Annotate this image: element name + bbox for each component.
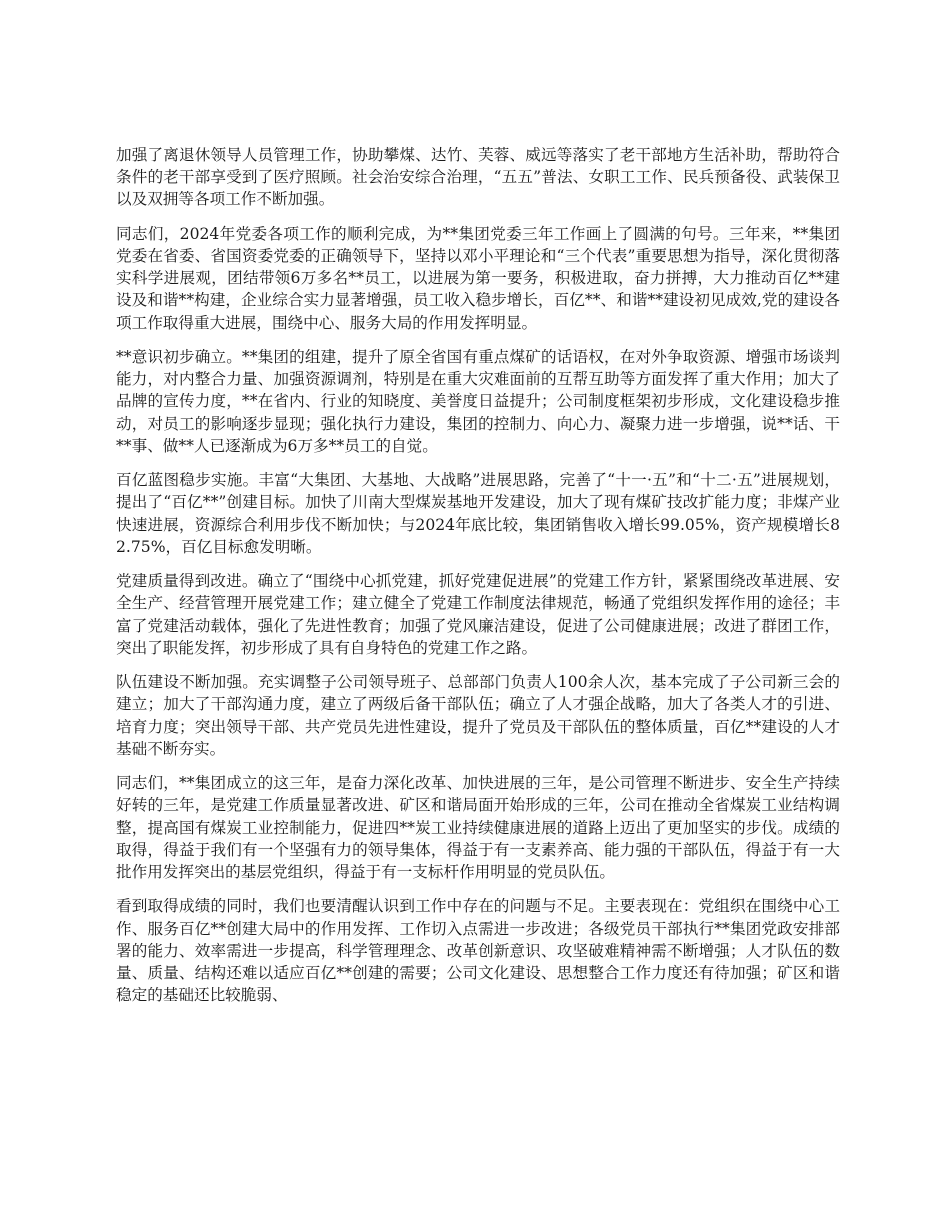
paragraph: 同志们，**集团成立的这三年，是奋力深化改革、加快进展的三年，是公司管理不断进步、安全生产持续好转的三年，是党建工作质量显著改进、矿区和谐局面开始形成的三年，公司在推动全省煤炭工业结构调整，提高国有煤炭工业控制能力，促进四**炭工业持续健康进展的道路上迈出了更加坚实的步伐。成绩的取得，得益于我们有一个坚强有力的领导集体，得益于有一支素养高、能力强的干部队伍，得益于有一大批作用发挥突出的基层党组织，得益于有一支标杆作用明显的党员队伍。: [116, 774, 840, 882]
paragraph: 党建质量得到改进。确立了“围绕中心抓党建，抓好党建促进展”的党建工作方针，紧紧围绕改革进展、安全生产、经营管理开展党建工作；建立健全了党建工作制度法律规范，畅通了党组织发挥作用的途径；丰富了党建活动载体，强化了先进性教育；加强了党风廉洁建设，促进了公司健康进展；改进了群团工作，突出了职能发挥，初步形成了具有自身特色的党建工作之路。: [116, 572, 840, 657]
document-body: [116, 144, 840, 1019]
paragraph: 加强了离退休领导人员管理工作，协助攀煤、达竹、芙蓉、威远等落实了老干部地方生活补助，帮助符合条件的老干部享受到了医疗照顾。社会治安综合治理，“五五”普法、女职工工作、民兵预备役、武装保卫以及双拥等各项工作不断加强。: [116, 146, 840, 209]
paragraph: 看到取得成绩的同时，我们也要清醒认识到工作中存在的问题与不足。主要表现在：党组织在围绕中心工作、服务百亿**创建大局中的作用发挥、工作切入点需进一步改进；各级党员干部执行**集团党政安排部署的能力、效率需进一步提高，科学管理理念、改革创新意识、攻坚破难精神需不断增强；人才队伍的数量、质量、结构还难以适应百亿**创建的需要；公司文化建设、思想整合工作力度还有待加强；矿区和谐稳定的基础还比较脆弱、: [116, 897, 840, 1005]
paragraph: 百亿蓝图稳步实施。丰富“大集团、大基地、大战略”进展思路，完善了“十一·五”和“十二·五”进展规划，提出了“百亿**”创建目标。加快了川南大型煤炭基地开发建设，加大了现有煤矿技改扩能力度；非煤产业快速进展，资源综合利用步伐不断加快；与2024年底比较，集团销售收入增长99.05%，资产规模增长82.75%，百亿目标愈发明晰。: [116, 471, 840, 556]
paragraph: 同志们，2024年党委各项工作的顺利完成，为**集团党委三年工作画上了圆满的句号。三年来，**集团党委在省委、省国资委党委的正确领导下，坚持以邓小平理论和“三个代表”重要思想为指导，深化贯彻落实科学进展观，团结带领6万多名**员工，以进展为第一要务，积极进取，奋力拼搏，大力推动百亿**建设及和谐**构建，企业综合实力显著增强，员工收入稳步增长，百亿**、和谐**建设初见成效,党的建设各项工作取得重大进展，围绕中心、服务大局的作用发挥明显。: [116, 224, 840, 332]
paragraph: 队伍建设不断加强。充实调整子公司领导班子、总部部门负责人100余人次，基本完成了子公司新三会的建立；加大了干部沟通力度，建立了两级后备干部队伍；确立了人才强企战略，加大了各类人才的引进、培育力度；突出领导干部、共产党员先进性建设，提升了党员及干部队伍的整体质量，百亿**建设的人才基础不断夯实。: [116, 673, 840, 758]
paragraph: **意识初步确立。**集团的组建，提升了原全省国有重点煤矿的话语权，在对外争取资源、增强市场谈判能力，对内整合力量、加强资源调剂，特别是在重大灾难面前的互帮互助等方面发挥了重大作用；加大了品牌的宣传力度，**在省内、行业的知晓度、美誉度日益提升；公司制度框架初步形成，文化建设稳步推动，对员工的影响逐步显现；强化执行力建设，集团的控制力、向心力、凝聚力进一步增强，说**话、干**事、做**人已逐渐成为6万多**员工的自觉。: [116, 348, 840, 455]
